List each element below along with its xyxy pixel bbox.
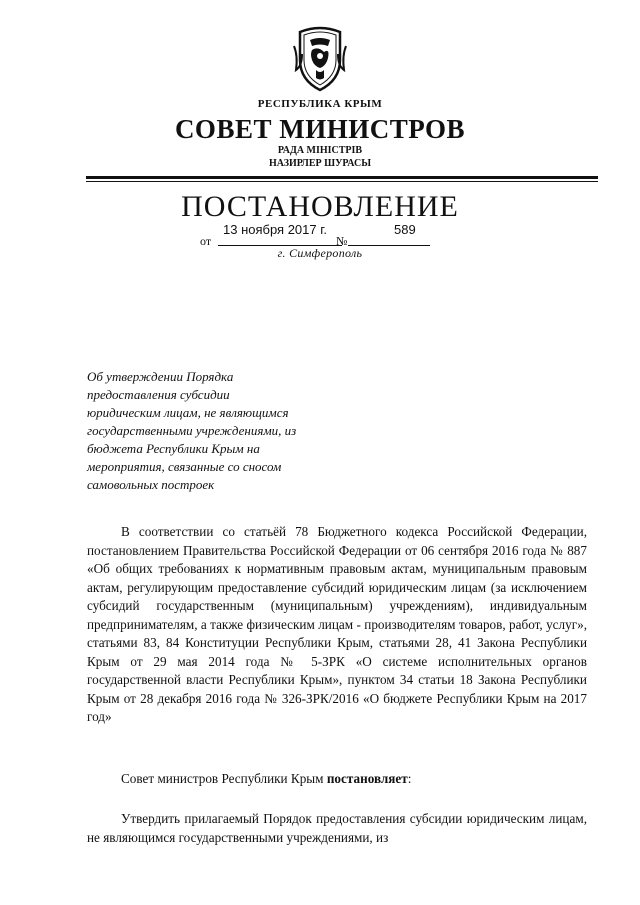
header-divider-thick — [86, 176, 598, 179]
crimea-coat-of-arms-icon — [292, 26, 348, 92]
decree-title: ПОСТАНОВЛЕНИЕ — [181, 190, 459, 223]
council-title-ukrainian: РАДА МІНІСТРІВ — [277, 145, 363, 156]
number-label: № — [336, 234, 348, 248]
preamble-paragraph: В соответствии со статьёй 78 Бюджетного кодекса Российской Федерации, постановлением Правительства Российской Федерации от 06 сентября 2016 года № 887 «Об общих требованиях к нормативным правовым актам, муниципальным правовым актам, регулирующим предоставление субсидий юридическим лицам (за исключением субсидий государственным (муниципальным) учреждениям), индивидуальным предпринимателям, а также физическим лицам - производителям товаров, работ, услуг», статьями 83, 84 Конституции Республики Крым, статьями 28, 41 Закона Республики Крым от 29 мая 2014 года № 5-ЗРК «О системе исполнительных органов государственной власти Республики Крым», пунктом 34 статьи 18 Закона Республики Крым от 28 декабря 2016 года № 326-ЗРК/2016 «О бюджете Республики Крым на 2017 год» — [87, 524, 587, 724]
subject-line: Об утверждении Порядка — [87, 369, 234, 384]
council-title: СОВЕТ МИНИСТРОВ — [174, 114, 466, 144]
header-divider-thin — [86, 181, 598, 182]
subject-line: самовольных построек — [87, 477, 215, 492]
council-title-crimean-tatar: НАЗИРЛЕР ШУРАСЫ — [268, 158, 372, 169]
from-label: от — [200, 234, 212, 248]
city: г. Симферополь — [277, 246, 363, 260]
decree-number: 589 — [394, 222, 416, 237]
subject-line: предоставления субсидии — [87, 387, 230, 402]
resolution-prefix: Совет министров Республики Крым — [121, 771, 327, 786]
resolution-verb: постановляет — [326, 771, 408, 786]
subject-line: бюджета Республики Крым на — [87, 441, 260, 456]
decree-date: 13 ноября 2017 г. — [223, 222, 327, 237]
subject-line: государственными учреждениями, из — [87, 423, 297, 438]
decree-dateline — [196, 222, 436, 248]
subject-line: мероприятия, связанные со сносом — [87, 459, 282, 474]
decree-subject — [87, 368, 357, 494]
republic-name: РЕСПУБЛИКА КРЫМ — [257, 98, 383, 110]
resolution-suffix: : — [407, 771, 412, 786]
subject-line: юридическим лицам, не являющимся — [87, 405, 289, 420]
approval-paragraph: Утвердить прилагаемый Порядок предоставления субсидии юридическим лицам, не являющимся государственными учреждениями, из — [87, 811, 587, 845]
resolution-paragraph — [87, 770, 587, 789]
